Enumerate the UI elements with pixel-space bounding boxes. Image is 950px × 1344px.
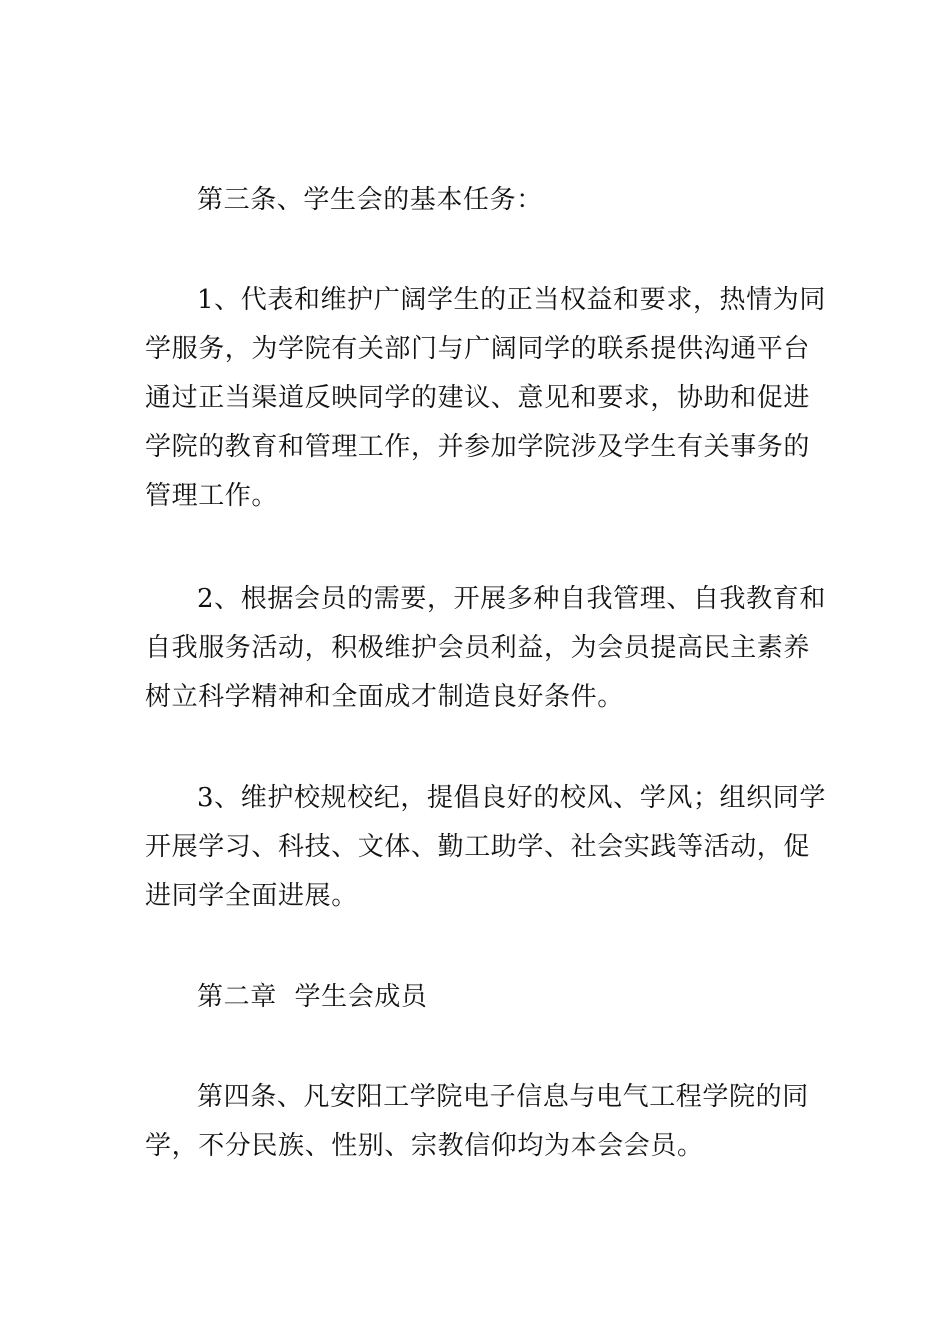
paragraph-line: 自我服务活动，积极维护会员利益，为会员提高民主素养 (145, 633, 811, 663)
article-3-heading (145, 176, 810, 225)
paragraph-line: 2、根据会员的需要，开展多种自我管理、自我教育和 (197, 584, 826, 614)
task-item-2 (145, 575, 826, 722)
paragraph-line: 1、代表和维护广阔学生的正当权益和要求，热情为同 (197, 285, 826, 315)
paragraph-line: 3、维护校规校纪，提倡良好的校风、学风；组织同学 (197, 783, 826, 813)
paragraph-line: 开展学习、科技、文体、勤工助学、社会实践等活动，促 (145, 832, 811, 862)
paragraph-line: 通过正当渠道反映同学的建议、意见和要求，协助和促进 (145, 383, 811, 413)
paragraph-line: 进同学全面进展。 (145, 881, 358, 911)
paragraph-line: 树立科学精神和全面成才制造良好条件。 (145, 682, 624, 712)
article-4 (145, 1073, 810, 1171)
task-item-1 (145, 276, 826, 521)
heading-text: 第三条、学生会的基本任务： (197, 185, 543, 215)
chapter-2-heading (145, 973, 810, 1022)
paragraph-line: 管理工作。 (145, 481, 279, 511)
paragraph-line: 第四条、凡安阳工学院电子信息与电气工程学院的同 (197, 1082, 809, 1112)
heading-text: 第二章 学生会成员 (197, 982, 428, 1012)
paragraph-line: 学服务，为学院有关部门与广阔同学的联系提供沟通平台 (145, 334, 811, 364)
paragraph-line: 学院的教育和管理工作，并参加学院涉及学生有关事务的 (145, 432, 811, 462)
task-item-3 (145, 774, 826, 921)
paragraph-line: 学，不分民族、性别、宗教信仰均为本会会员。 (145, 1131, 704, 1161)
